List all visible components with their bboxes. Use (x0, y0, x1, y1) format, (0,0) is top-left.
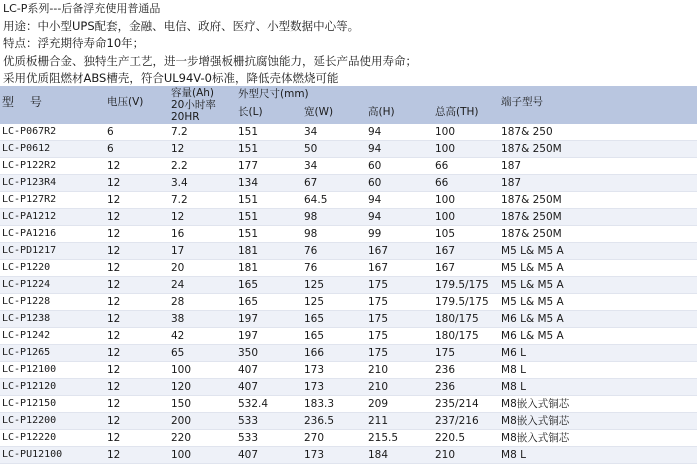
table-row (0, 175, 697, 192)
cell-width: 67 (302, 175, 366, 192)
table-row (0, 226, 697, 243)
cell-voltage: 12 (105, 192, 169, 209)
cell-width: 173 (302, 379, 366, 396)
header-terminal: 端子型号 (501, 96, 544, 108)
cell-model: LC-P12100 (0, 362, 105, 379)
cell-voltage: 12 (105, 362, 169, 379)
cell-height: 175 (366, 328, 433, 345)
cell-capacity: 24 (169, 277, 236, 294)
cell-height: 167 (366, 260, 433, 277)
cell-terminal: 187& 250M (499, 209, 697, 226)
cell-model: LC-P0612 (0, 141, 105, 158)
cell-model: LC-PD1217 (0, 243, 105, 260)
cell-terminal: M8 L (499, 362, 697, 379)
cell-length: 533 (236, 430, 302, 447)
cell-height: 184 (366, 447, 433, 464)
cell-terminal: M8 L (499, 379, 697, 396)
cell-length: 181 (236, 243, 302, 260)
cell-capacity: 42 (169, 328, 236, 345)
cell-model: LC-PA1216 (0, 226, 105, 243)
cell-length: 151 (236, 226, 302, 243)
cell-width: 98 (302, 226, 366, 243)
cell-height: 94 (366, 209, 433, 226)
cell-model: LC-P122R2 (0, 158, 105, 175)
cell-length: 151 (236, 209, 302, 226)
cell-voltage: 12 (105, 379, 169, 396)
cell-model: LC-PU12100 (0, 447, 105, 464)
cell-model: LC-P12200 (0, 413, 105, 430)
cell-height: 210 (366, 379, 433, 396)
table-row (0, 379, 697, 396)
cell-model: LC-P067R2 (0, 124, 105, 141)
cell-width: 125 (302, 277, 366, 294)
cell-terminal: M8嵌入式铜芯 (499, 396, 697, 413)
cell-voltage: 12 (105, 209, 169, 226)
cell-width: 165 (302, 328, 366, 345)
cell-length: 533 (236, 413, 302, 430)
cell-terminal: 187& 250M (499, 141, 697, 158)
cell-terminal: M5 L& M5 A (499, 243, 697, 260)
cell-terminal: M8 L (499, 447, 697, 464)
cell-capacity: 28 (169, 294, 236, 311)
cell-model: LC-P12220 (0, 430, 105, 447)
cell-length: 151 (236, 124, 302, 141)
cell-total-height: 236 (433, 379, 499, 396)
cell-width: 183.3 (302, 396, 366, 413)
table-row (0, 192, 697, 209)
cell-capacity: 20 (169, 260, 236, 277)
cell-height: 209 (366, 396, 433, 413)
cell-total-height: 100 (433, 192, 499, 209)
cell-width: 173 (302, 447, 366, 464)
header-dimensions: 外型尺寸(mm) (238, 88, 309, 100)
cell-width: 34 (302, 124, 366, 141)
cell-length: 165 (236, 277, 302, 294)
table-row (0, 209, 697, 226)
cell-height: 94 (366, 141, 433, 158)
cell-height: 210 (366, 362, 433, 379)
cell-total-height: 237/216 (433, 413, 499, 430)
spec-table (0, 86, 697, 464)
usage-text: 用途：中小型UPS配套，金融、电信、政府、医疗、小型数据中心等。 (3, 18, 360, 33)
cell-width: 50 (302, 141, 366, 158)
cell-terminal: M5 L& M5 A (499, 277, 697, 294)
cell-length: 407 (236, 362, 302, 379)
cell-width: 76 (302, 243, 366, 260)
cell-height: 99 (366, 226, 433, 243)
cell-height: 60 (366, 175, 433, 192)
cell-length: 151 (236, 141, 302, 158)
cell-voltage: 12 (105, 158, 169, 175)
table-row (0, 158, 697, 175)
cell-width: 270 (302, 430, 366, 447)
table-row (0, 311, 697, 328)
cell-width: 64.5 (302, 192, 366, 209)
cell-model: LC-P1242 (0, 328, 105, 345)
cell-terminal: 187& 250 (499, 124, 697, 141)
cell-voltage: 12 (105, 294, 169, 311)
cell-capacity: 12 (169, 209, 236, 226)
header-voltage: 电压(V) (107, 96, 144, 108)
cell-model: LC-P1238 (0, 311, 105, 328)
cell-capacity: 12 (169, 141, 236, 158)
cell-height: 175 (366, 311, 433, 328)
cell-capacity: 65 (169, 345, 236, 362)
table-row (0, 260, 697, 277)
cell-height: 94 (366, 192, 433, 209)
cell-total-height: 175 (433, 345, 499, 362)
header-width: 宽(W) (304, 106, 334, 118)
table-row (0, 447, 697, 464)
cell-height: 175 (366, 277, 433, 294)
header-capacity (169, 86, 236, 124)
cell-model: LC-P123R4 (0, 175, 105, 192)
cell-height: 215.5 (366, 430, 433, 447)
table-row (0, 124, 697, 141)
features-text: 特点：浮充期待寿命10年； (3, 36, 145, 50)
cell-voltage: 12 (105, 430, 169, 447)
cell-length: 197 (236, 328, 302, 345)
cell-height: 175 (366, 294, 433, 311)
table-row (0, 430, 697, 447)
alloy-text: 优质板栅合金、独特生产工艺，进一步增强板栅抗腐蚀能力，延长产品使用寿命； (3, 53, 417, 68)
header-capacity-sub: 20小时率20HR (171, 99, 216, 123)
cell-terminal: 187& 250M (499, 192, 697, 209)
cell-voltage: 12 (105, 345, 169, 362)
cell-capacity: 17 (169, 243, 236, 260)
cell-total-height: 100 (433, 124, 499, 141)
cell-total-height: 66 (433, 158, 499, 175)
table-row (0, 277, 697, 294)
cell-total-height: 220.5 (433, 430, 499, 447)
shell-text: 采用优质阻燃材ABS槽壳，符合UL94V-0标准，降低壳体燃烧可能 (3, 71, 339, 85)
cell-model: LC-P1220 (0, 260, 105, 277)
table-header (0, 86, 697, 124)
cell-height: 94 (366, 124, 433, 141)
cell-terminal: M6 L& M5 A (499, 311, 697, 328)
cell-model: LC-P1265 (0, 345, 105, 362)
cell-capacity: 7.2 (169, 124, 236, 141)
cell-length: 181 (236, 260, 302, 277)
cell-total-height: 179.5/175 (433, 277, 499, 294)
cell-length: 532.4 (236, 396, 302, 413)
cell-total-height: 100 (433, 209, 499, 226)
cell-length: 177 (236, 158, 302, 175)
cell-capacity: 100 (169, 447, 236, 464)
cell-terminal: M8嵌入式铜芯 (499, 413, 697, 430)
cell-voltage: 12 (105, 396, 169, 413)
cell-total-height: 180/175 (433, 311, 499, 328)
cell-model: LC-P12150 (0, 396, 105, 413)
cell-voltage: 12 (105, 175, 169, 192)
cell-length: 350 (236, 345, 302, 362)
cell-total-height: 66 (433, 175, 499, 192)
cell-capacity: 38 (169, 311, 236, 328)
header-model: 型 号 (2, 95, 48, 109)
table-row (0, 243, 697, 260)
cell-length: 407 (236, 447, 302, 464)
cell-width: 165 (302, 311, 366, 328)
table-body (0, 124, 697, 464)
cell-height: 211 (366, 413, 433, 430)
header-total-height: 总高(TH) (435, 106, 479, 118)
table-row (0, 294, 697, 311)
cell-length: 151 (236, 192, 302, 209)
cell-width: 166 (302, 345, 366, 362)
cell-capacity: 120 (169, 379, 236, 396)
cell-model: LC-P1228 (0, 294, 105, 311)
header-capacity-label: 容量(Ah) (171, 87, 215, 99)
cell-width: 98 (302, 209, 366, 226)
cell-model: LC-PA1212 (0, 209, 105, 226)
cell-voltage: 6 (105, 141, 169, 158)
cell-voltage: 12 (105, 243, 169, 260)
table-row (0, 328, 697, 345)
cell-capacity: 100 (169, 362, 236, 379)
cell-voltage: 12 (105, 447, 169, 464)
header-length: 长(L) (238, 106, 263, 118)
cell-capacity: 220 (169, 430, 236, 447)
cell-width: 236.5 (302, 413, 366, 430)
intro-section (0, 0, 700, 88)
cell-voltage: 12 (105, 311, 169, 328)
cell-total-height: 236 (433, 362, 499, 379)
cell-total-height: 210 (433, 447, 499, 464)
cell-voltage: 6 (105, 124, 169, 141)
cell-terminal: M6 L& M5 A (499, 328, 697, 345)
cell-terminal: M6 L (499, 345, 697, 362)
cell-terminal: 187& 250M (499, 226, 697, 243)
cell-total-height: 100 (433, 141, 499, 158)
cell-width: 125 (302, 294, 366, 311)
cell-capacity: 2.2 (169, 158, 236, 175)
cell-voltage: 12 (105, 226, 169, 243)
cell-terminal: M5 L& M5 A (499, 260, 697, 277)
cell-total-height: 167 (433, 243, 499, 260)
cell-capacity: 200 (169, 413, 236, 430)
cell-total-height: 105 (433, 226, 499, 243)
cell-terminal: 187 (499, 158, 697, 175)
cell-total-height: 167 (433, 260, 499, 277)
cell-voltage: 12 (105, 413, 169, 430)
cell-length: 197 (236, 311, 302, 328)
table-row (0, 396, 697, 413)
cell-voltage: 12 (105, 260, 169, 277)
cell-length: 165 (236, 294, 302, 311)
table-row (0, 345, 697, 362)
cell-terminal: M5 L& M5 A (499, 294, 697, 311)
cell-model: LC-P1224 (0, 277, 105, 294)
cell-width: 173 (302, 362, 366, 379)
cell-height: 175 (366, 345, 433, 362)
cell-length: 407 (236, 379, 302, 396)
cell-height: 167 (366, 243, 433, 260)
cell-terminal: 187 (499, 175, 697, 192)
table-row (0, 141, 697, 158)
series-title: LC-P系列---后备浮充使用普通品 (3, 2, 161, 15)
cell-capacity: 16 (169, 226, 236, 243)
cell-voltage: 12 (105, 277, 169, 294)
cell-width: 76 (302, 260, 366, 277)
cell-capacity: 7.2 (169, 192, 236, 209)
cell-total-height: 179.5/175 (433, 294, 499, 311)
cell-length: 134 (236, 175, 302, 192)
cell-model: LC-P12120 (0, 379, 105, 396)
cell-total-height: 180/175 (433, 328, 499, 345)
header-height: 高(H) (368, 106, 395, 118)
table-row (0, 413, 697, 430)
cell-terminal: M8嵌入式铜芯 (499, 430, 697, 447)
cell-total-height: 235/214 (433, 396, 499, 413)
cell-voltage: 12 (105, 328, 169, 345)
cell-height: 60 (366, 158, 433, 175)
cell-model: LC-P127R2 (0, 192, 105, 209)
cell-width: 34 (302, 158, 366, 175)
cell-capacity: 150 (169, 396, 236, 413)
table-row (0, 362, 697, 379)
cell-capacity: 3.4 (169, 175, 236, 192)
